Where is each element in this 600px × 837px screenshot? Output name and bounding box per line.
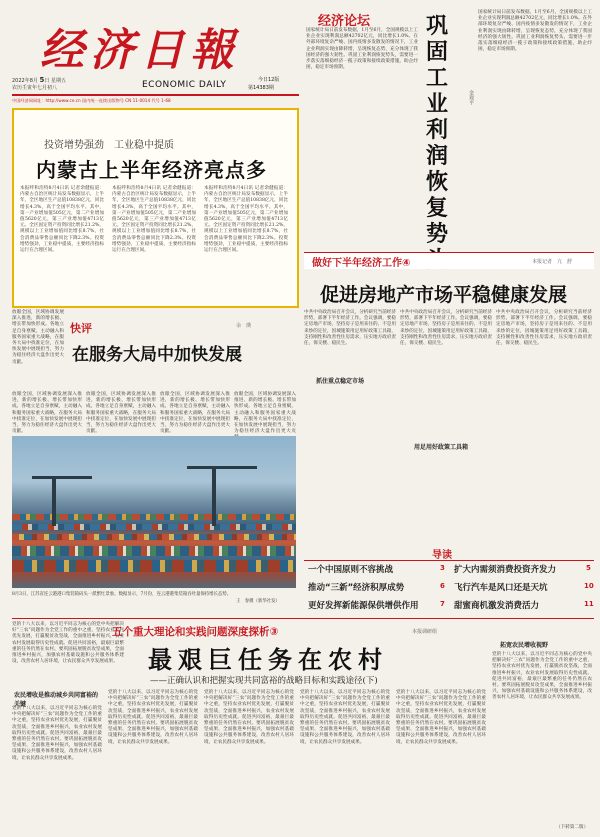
series-subhead-1: 抓住重点稳定市场 [316,378,365,385]
bottom-series-divider [12,618,594,619]
quick-review-author: 余 瑛 [236,323,252,329]
lead-body-col1: 本报呼和浩特8月4日讯 记者余健报道：内蒙古自治区统计局发布数据显示，上半年，全区地区生产总值10838亿元，同比增长4.3%，高于全国平均水平。其中，第一产业增加值505亿元，第二产业增加值5620亿元，第三产业增加值4713亿元。全区固定资产投资同比增长21.2%，规模以上工业增加值同比增长8.7%，社会消费品零售总额同比下降2.3%。投资增势强劲，工业稳中提质，主要经济指标运行在合理区间。 [20,186,104,254]
info-line: 中国经济网网址：http://www.ce.cn 国内统一连续出版物号 CN 11-0014 代号 1-68 [12,98,171,103]
bottom-body-col1: 党的十八大以来，以习近平同志为核心的党中央把解决好“三农”问题作为全党工作的重中之重，坚持农业农村优先发展，打赢脱贫攻坚战，全面推进乡村振兴，农业农村发展取得历史性成就。促进共同富裕，最艰巨最繁重的任务仍然在农村。要巩固拓展脱贫攻坚成果，全面推进乡村振兴，加强农村基础设施和公共服务体系建设，改善农村人居环境，让农民群众共享发展成果。 [12,706,102,761]
forum-headline [426,14,462,274]
bottom-subhead-left: 农民增收是推动城乡共同富裕的关键 [14,692,99,708]
index-item-page: 5 [586,564,591,572]
series-body-col2: 中共中央政治局召开会议，分析研究当前经济形势，部署下半年经济工作。会议强调，要稳定房地产市场，坚持房子是用来住的、不是用来炒的定位，因城施策用足用好政策工具箱，支持刚性和改善性住房需求，压实地方政府责任，保交楼、稳民生。 [400,310,492,347]
series-body-col1: 中共中央政治局召开会议，分析研究当前经济形势，部署下半年经济工作。会议强调，要稳定房地产市场，坚持房子是用来住的、不是用来炒的定位，因城施策用足用好政策工具箱，支持刚性和改善性住房需求，压实地方政府责任，保交楼、稳民生。 [304,310,396,347]
index-item[interactable] [454,563,556,575]
bottom-body-col4: 党的十八大以来，以习近平同志为核心的党中央把解决好“三农”问题作为全党工作的重中之重，坚持农业农村优先发展，打赢脱贫攻坚战，全面推进乡村振兴，农业农村发展取得历史性成就。促进共同富裕，最艰巨最繁重的任务仍然在农村。要巩固拓展脱贫攻坚成果，全面推进乡村振兴，加强农村基础设施和公共服务体系建设，改善农村人居环境，让农民群众共享发展成果。 [300,690,390,745]
container-row [12,560,296,572]
issue-day: 5 [39,76,45,84]
index-item[interactable] [308,581,404,593]
issue-weekday: 星期五 [50,78,66,84]
bottom-subhead-right: 拓宽农民增收视野 [500,642,549,649]
lead-body-col2: 本报呼和浩特8月4日讯 记者余健报道：内蒙古自治区统计局发布数据显示，上半年，全区地区生产总值10838亿元，同比增长4.3%，高于全国平均水平。其中，第一产业增加值505亿元，第二产业增加值5620亿元，第三产业增加值4713亿元。全区固定资产投资同比增长21.2%，规模以上工业增加值同比增长8.7%，社会消费品零售总额同比下降2.3%。投资增势强劲，工业稳中提质，主要经济指标运行在合理区间。 [112,186,196,254]
bottom-series-headline: 最艰巨任务在农村 [148,646,388,674]
crane-arm [32,476,92,479]
index-item-text: 推动“三新”经济积厚成势 [308,583,405,593]
page-count: 今日12版 [258,77,280,83]
quick-review-body-b: 放眼全国，区域协调发展深入推进，新的增长极、增长带加快形成。各地立足自身禀赋，主动融入和服务国家重大战略，在服务大局中找准定位，在加快发展中展现担当，努力为稳住经济大盘作出更大贡献。 [86,392,156,435]
bottom-series-column: 五个重大理论和实践问题深度探析③ [112,626,279,638]
crane-left [52,476,56,526]
index-item-text: 扩大内需须消费投资齐发力 [454,565,557,575]
masthead-logo: 经济日報 [40,25,240,76]
index-box [304,560,594,615]
left-column-text: 放眼全国，区域协调发展深入推进，新的增长极、增长带加快形成。各地立足自身禀赋，主动融入和服务国家重大战略，在服务大局中找准定位，在加快发展中展现担当，努力为稳住经济大盘作出更大贡献。 [12,310,64,365]
index-item-text: 一个中国原则不容挑战 [308,565,394,575]
container-row [12,534,296,540]
series-byline: 本报记者 亢 舒 [532,259,573,265]
series-headline: 促进房地产市场平稳健康发展 [320,284,568,306]
crane-arm [187,466,257,469]
bottom-series-byline: 本报调研组 [412,629,438,635]
index-item[interactable] [308,599,419,611]
index-item-page: 7 [440,600,445,608]
photo-caption: 8月3日，江苏省连云港港口集装箱码头一派繁忙景象。数据显示，7月份，连云港港集装箱吞吐量保持增长态势。 [12,592,232,597]
forum-author: 金观平 [468,90,474,105]
quick-review-body-a: 放眼全国，区域协调发展深入推进，新的增长极、增长带加快形成。各地立足自身禀赋，主动融入和服务国家重大战略，在服务大局中找准定位，在加快发展中展现担当，努力为稳住经济大盘作出更大贡献。 [12,392,82,435]
forum-headline-text: 巩固工业利润恢复势 [426,14,449,247]
quick-review-body-c: 放眼全国，区域协调发展深入推进，新的增长极、增长带加快形成。各地立足自身禀赋，主动融入和服务国家重大战略，在服务大局中找准定位，在加快发展中展现担当，努力为稳住经济大盘作出更大贡献。 [160,392,230,435]
index-title: 导读 [432,550,452,561]
index-item-page: 3 [440,564,445,572]
edition-number: 第14383期 [248,85,274,91]
index-item-text: 更好发挥新能源保供增供作用 [308,601,419,611]
index-item-page: 11 [584,600,594,608]
photo-credit: 王 春摄（新华社发） [236,599,280,604]
lead-headline: 内蒙古上半年经济亮点多 [36,158,267,182]
index-item-text: 飞行汽车是风口还是天坑 [454,583,548,593]
lunar-date: 农历壬寅年七月初八 [12,85,58,91]
container-row [12,546,296,556]
continued-note: （下转第二版） [556,825,589,830]
quick-review-body-d: 放眼全国，区域协调发展深入推进，新的增长极、增长带加快形成。各地立足自身禀赋，主动融入和服务国家重大战略，在服务大局中找准定位，在加快发展中展现担当，努力为稳住经济大盘作出更大贡 [234,392,296,435]
bottom-body-col5: 党的十八大以来，以习近平同志为核心的党中央把解决好“三农”问题作为全党工作的重中之重，坚持农业农村优先发展，打赢脱贫攻坚战，全面推进乡村振兴，农业农村发展取得历史性成就。促进共同富裕，最艰巨最繁重的任务仍然在农村。要巩固拓展脱贫攻坚成果，全面推进乡村振兴，加强农村基础设施和公共服务体系建设，改善农村人居环境，让农民群众共享发展成果。 [396,690,486,745]
bottom-series-subtitle: ——正确认识和把握实现共同富裕的战略目标和实践途径(下) [150,676,378,686]
port-container-photo [12,436,296,588]
lead-body-col3: 本报呼和浩特8月4日讯 记者余健报道：内蒙古自治区统计局发布数据显示，上半年，全区地区生产总值10838亿元，同比增长4.3%，高于全国平均水平。其中，第一产业增加值505亿元，第二产业增加值5620亿元，第三产业增加值4713亿元。全区固定资产投资同比增长21.2%，规模以上工业增加值同比增长8.7%，社会消费品零售总额同比下降2.3%。投资增势强劲，工业稳中提质，主要经济指标运行在合理区间。 [204,186,288,254]
index-item[interactable] [454,581,548,593]
bottom-body-col2: 党的十八大以来，以习近平同志为核心的党中央把解决好“三农”问题作为全党工作的重中之重，坚持农业农村优先发展，打赢脱贫攻坚战，全面推进乡村振兴，农业农村发展取得历史性成就。促进共同富裕，最艰巨最繁重的任务仍然在农村。要巩固拓展脱贫攻坚成果，全面推进乡村振兴，加强农村基础设施和公共服务体系建设，改善农村人居环境，让农民群众共享发展成果。 [108,690,198,745]
lead-story-box [12,108,299,308]
bottom-body-col3: 党的十八大以来，以习近平同志为核心的党中央把解决好“三农”问题作为全党工作的重中之重，坚持农业农村优先发展，打赢脱贫攻坚战，全面推进乡村振兴，农业农村发展取得历史性成就。促进共同富裕，最艰巨最繁重的任务仍然在农村。要巩固拓展脱贫攻坚成果，全面推进乡村振兴，加强农村基础设施和公共服务体系建设，改善农村人居环境，让农民群众共享发展成果。 [204,690,294,745]
bottom-left-column: 党的十八大以来，以习近平同志为核心的党中央把解决好“三农”问题作为全党工作的重中之重，坚持农业农村优先发展，打赢脱贫攻坚战，全面推进乡村振兴，农业农村发展取得历史性成就。促进共同富裕，最艰巨最繁重的任务仍然在农村。要巩固拓展脱贫攻坚成果，全面推进乡村振兴，加强农村基础设施和公共服务体系建设，改善农村人居环境，让农民群众共享发展成果。 [12,622,124,665]
english-title: ECONOMIC DAILY [142,80,227,90]
masthead-date-block: 2022年8月 5日 星期五 农历壬寅年七月初八 [12,76,66,91]
series-subhead-2: 用足用好政策工具箱 [414,444,469,451]
index-item-page: 6 [440,582,445,590]
series-column: 做好下半年经济工作④ [312,258,411,269]
index-item[interactable] [308,563,393,575]
crane-right [212,466,216,526]
quick-review-headline: 在服务大局中加快发展 [72,345,242,365]
index-item[interactable] [454,599,539,611]
bottom-body-col6: 党的十八大以来，以习近平同志为核心的党中央把解决好“三农”问题作为全党工作的重中之重，坚持农业农村优先发展，打赢脱贫攻坚战，全面推进乡村振兴，农业农村发展取得历史性成就。促进共同富裕，最艰巨最繁重的任务仍然在农村。要巩固拓展脱贫攻坚成果，全面推进乡村振兴，加强农村基础设施和公共服务体系建设，改善农村人居环境，让农民群众共享发展成果。 [492,652,592,701]
index-item-text: 甜蜜商机激发消费活力 [454,601,540,611]
masthead-rule [12,94,299,96]
forum-body-col1: 国家统计局日前发布数据，1月至6月，全国规模以上工业企业实现利润总额42702亿元，同比增长1.0%。在外部环境复杂严峻、国内疫情多发散发的情况下，工业企业利润实现由降转增，呈现恢复态势，充分体现了我国经济的强大韧性。巩固工业利润恢复势头，需要进一步落实落细稳经济一揽子政策和接续政策措施，助企纾困，稳定市场预期。 [306,28,418,71]
issue-month: 2022年8月 [12,78,38,84]
economic-forum-column: 经济论坛 [318,14,371,29]
index-item-page: 10 [584,582,594,590]
forum-body-col2: 国家统计局日前发布数据，1月至6月，全国规模以上工业企业实现利润总额42702亿元，同比增长1.0%。在外部环境复杂严峻、国内疫情多发散发的情况下，工业企业利润实现由降转增，呈现恢复态势，充分体现了我国经济的强大韧性。巩固工业利润恢复势头，需要进一步落实落细稳经济一揽子政策和接续政策措施，助企纾困，稳定市场预期。 [478,10,592,53]
series-body-col3: 中共中央政治局召开会议，分析研究当前经济形势，部署下半年经济工作。会议强调，要稳定房地产市场，坚持房子是用来住的、不是用来炒的定位，因城施策用足用好政策工具箱，支持刚性和改善性住房需求，压实地方政府责任，保交楼、稳民生。 [496,310,592,347]
quick-review-column: 快评 [70,322,92,335]
lead-kicker: 投资增势强劲 工业稳中提质 [44,140,174,151]
